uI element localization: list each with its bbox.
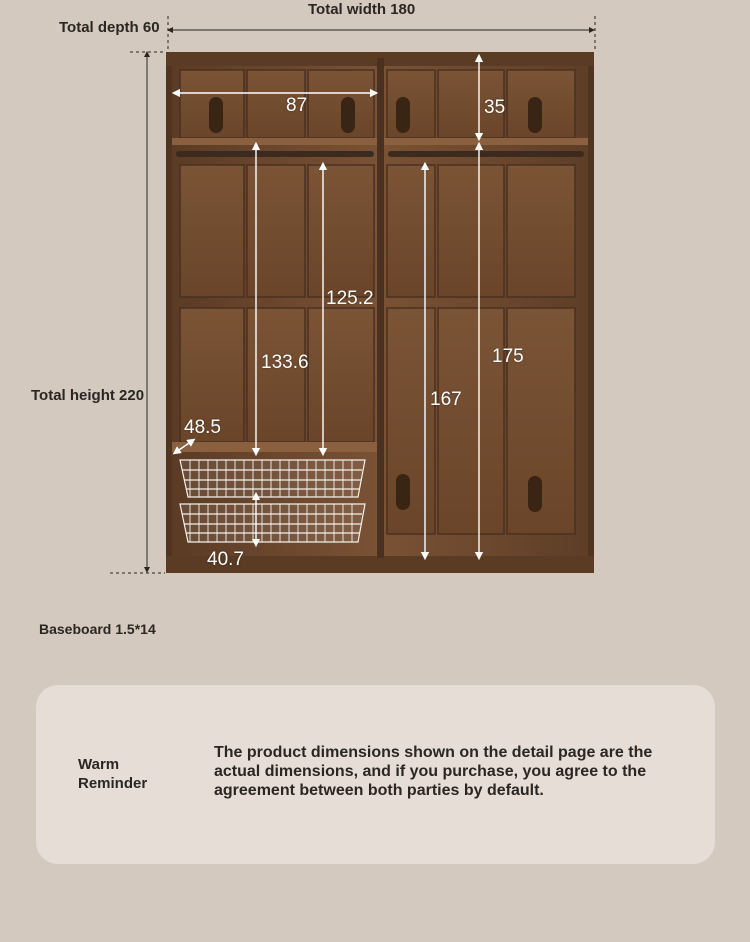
dim-basket-width: 40.7 — [207, 549, 244, 570]
top-shelf-left — [172, 138, 377, 145]
dim-shelf-width: 87 — [286, 95, 308, 116]
baseboard-label: Baseboard 1.5*14 — [39, 621, 156, 637]
reminder-text: The product dimensions shown on the detail page are the actual dimensions, and if you purchase, you agree to the agreement between both parties by default. — [214, 744, 653, 799]
dim-top-height: 35 — [484, 97, 506, 118]
top-shelf-right — [384, 138, 588, 145]
reminder-title: Warm Reminder — [78, 756, 148, 792]
basket-shelf — [172, 442, 377, 452]
hanging-rod-right — [388, 151, 584, 157]
total-height-label: Total height 220 — [31, 387, 145, 404]
dim-right-hang-b: 175 — [492, 346, 524, 367]
hanging-rod-left — [176, 151, 374, 157]
dim-basket-depth: 48.5 — [184, 417, 221, 438]
total-width-label: Total width 180 — [308, 1, 416, 18]
dim-left-hang-a: 133.6 — [261, 352, 309, 373]
dim-left-hang-b: 125.2 — [326, 288, 374, 309]
center-divider — [377, 58, 384, 558]
total-depth-label: Total depth 60 — [59, 19, 160, 36]
dim-right-hang-a: 167 — [430, 389, 462, 410]
